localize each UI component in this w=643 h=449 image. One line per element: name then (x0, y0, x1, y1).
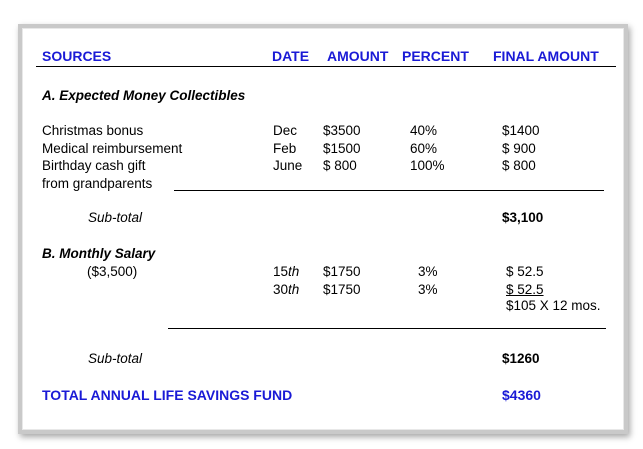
total-value: $4360 (502, 387, 541, 403)
row-final: $ 800 (502, 158, 536, 173)
row-source-continuation: from grandparents (42, 176, 153, 191)
section-a-divider (174, 190, 604, 191)
date-day: 30 (273, 282, 289, 297)
header-divider (36, 66, 616, 67)
row-percent: 40% (410, 123, 438, 138)
date-suffix: th (288, 282, 300, 297)
salary-computation: $105 X 12 mos. (506, 298, 601, 313)
row-percent: 3% (418, 264, 438, 279)
row-date: Dec (273, 123, 298, 138)
row-final: $1400 (502, 123, 540, 138)
row-source: Birthday cash gift (42, 158, 146, 173)
header-date: DATE (272, 48, 310, 64)
section-b-subtotal-label: Sub-total (88, 351, 143, 366)
row-final: $ 900 (502, 141, 536, 156)
row-date (273, 264, 299, 280)
row-percent: 60% (410, 141, 438, 156)
section-a-subtotal-label: Sub-total (88, 210, 143, 225)
header-final-amount: FINAL AMOUNT (493, 48, 599, 64)
row-amount: $1750 (323, 282, 361, 297)
date-day: 15 (273, 264, 289, 279)
date-suffix: th (288, 264, 300, 279)
row-source: Christmas bonus (42, 123, 144, 138)
section-a-subtotal-value: $3,100 (502, 210, 544, 225)
row-amount: $1500 (323, 141, 361, 156)
savings-table-frame (18, 24, 628, 434)
row-amount: $ 800 (323, 158, 357, 173)
row-date: Feb (273, 141, 297, 156)
row-amount: $3500 (323, 123, 361, 138)
row-percent: 3% (418, 282, 438, 297)
row-date (273, 282, 299, 298)
row-date: June (273, 158, 303, 173)
row-final: $ 52.5 (506, 282, 544, 297)
total-label: TOTAL ANNUAL LIFE SAVINGS FUND (42, 387, 293, 403)
section-b-subtotal-value: $1260 (502, 351, 540, 366)
row-source: Medical reimbursement (42, 141, 183, 156)
section-a-title: A. Expected Money Collectibles (42, 88, 246, 103)
header-sources: SOURCES (42, 48, 112, 64)
salary-amount: ($3,500) (87, 264, 138, 279)
section-b-title: B. Monthly Salary (42, 246, 156, 261)
row-percent: 100% (410, 158, 445, 173)
row-final: $ 52.5 (506, 264, 544, 279)
row-amount: $1750 (323, 264, 361, 279)
header-percent: PERCENT (402, 48, 469, 64)
section-b-divider (168, 328, 606, 329)
header-amount: AMOUNT (327, 48, 389, 64)
